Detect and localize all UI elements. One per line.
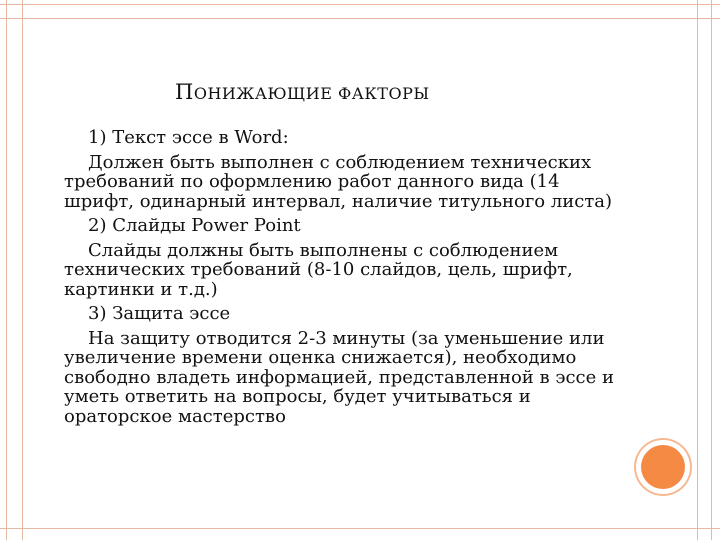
body-paragraph: 3) Защита эссе <box>88 303 231 324</box>
frame-line-right-inner <box>697 0 698 540</box>
body-paragraph: 2) Слайды Power Point <box>88 215 301 236</box>
frame-line-right <box>711 0 712 540</box>
slide-body <box>64 128 634 426</box>
frame-line-top <box>0 4 720 5</box>
frame-line-left-inner <box>22 0 23 540</box>
frame-line-bottom <box>0 528 720 529</box>
decorative-circle <box>641 445 685 489</box>
frame-line-top-inner <box>0 18 720 19</box>
slide-title-first-letter: П <box>175 80 194 104</box>
frame-line-left <box>6 0 7 540</box>
slide-title <box>175 80 430 104</box>
body-paragraph: На защиту отводится 2-3 минуты (за уменьшение или увеличение времени оценка снижается), необходимо свободно владеть информацией, представленной в эссе и уметь ответить на вопросы, будет учитываться и ораторское мастерство <box>64 327 614 427</box>
body-paragraph: 1) Текст эссе в Word: <box>88 127 289 148</box>
body-paragraph: Слайды должны быть выполнены с соблюдением технических требований (8-10 слайдов, цель, шрифт, картинки и т.д.) <box>64 239 573 300</box>
slide-title-rest: ОНИЖАЮЩИЕ ФАКТОРЫ <box>193 84 430 103</box>
body-paragraph: Должен быть выполнен с соблюдением технических требований по оформлению работ данного вида (14 шрифт, одинарный интервал, наличие титульного листа) <box>64 151 613 212</box>
